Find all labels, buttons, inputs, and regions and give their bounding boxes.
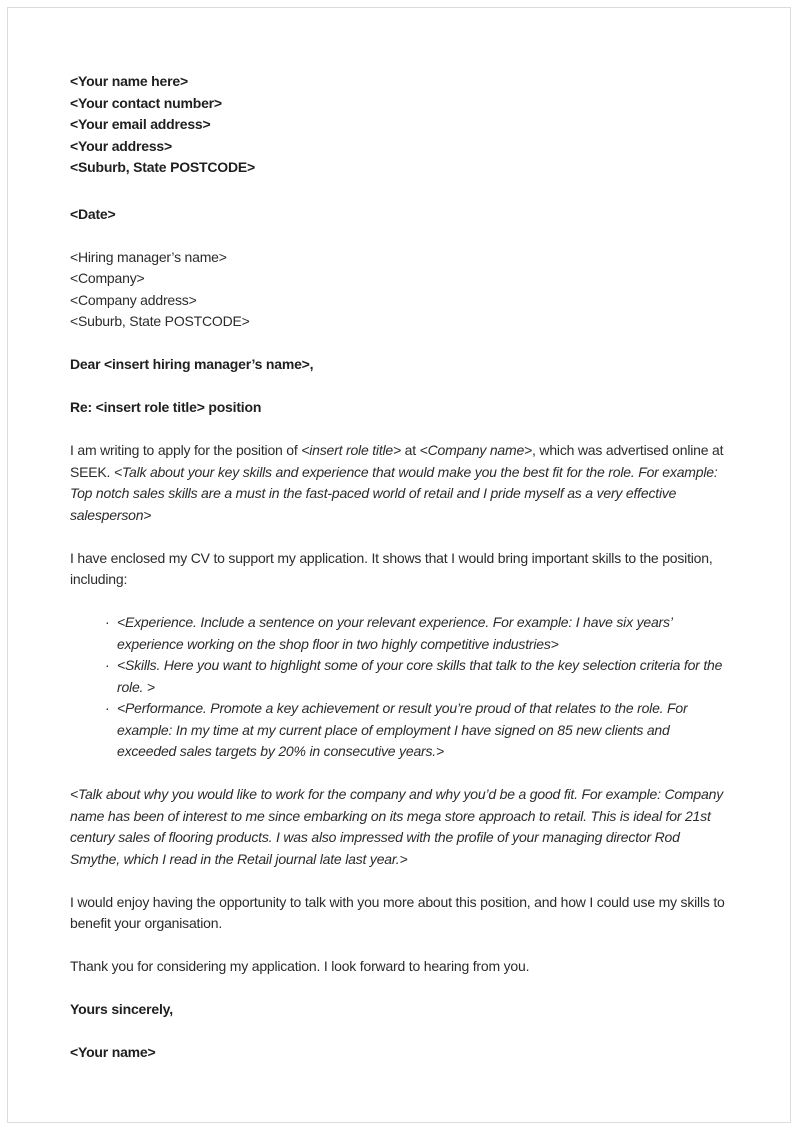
sender-name-line: <Your name here> — [70, 73, 188, 89]
bullet-dot-icon: · — [105, 700, 110, 716]
recipient-address-line: <Company address> — [70, 291, 197, 308]
bullet-dot-icon: · — [105, 614, 110, 630]
recipient-suburb-line: <Suburb, State POSTCODE> — [70, 313, 250, 329]
thanks-paragraph: Thank you for considering my application. I look forward to hearing from you. — [70, 958, 530, 974]
sender-contact-line: <Your contact number> — [70, 94, 222, 111]
sender-address-line: <Your address> — [70, 137, 172, 154]
bullet-performance-text: <Performance. Promote a key achievement or result you’re proud of that relates to the role. For example: In my time at my current place of employment I have signed on 85 new clients and exceeded sales targets by 20% in consecutive years.> — [117, 700, 688, 759]
cv-paragraph: I have enclosed my CV to support my application. It shows that I would bring important skills to the position, including: — [70, 549, 713, 587]
company-fit-paragraph: <Talk about why you would like to work for the company and why you’d be a good fit. For example: Company name has been of interest to me since embarking on its mega store approach to retail. This is ideal for 21st century sales of flooring products. I was also impressed with the profile of your managing director Rod Smythe, which I read in the Retail journal late last year.> — [70, 786, 723, 867]
subject-line: Re: <insert role title> position — [70, 399, 262, 415]
sender-block — [70, 71, 730, 179]
bullet-experience — [105, 612, 730, 655]
opportunity-paragraph: I would enjoy having the opportunity to talk with you more about this position, and how I could use my skills to benefit your organisation. — [70, 893, 725, 931]
letter-content — [8, 8, 790, 1115]
letter-page — [7, 7, 791, 1123]
date-line: <Date> — [70, 205, 116, 222]
bullet-skills — [105, 655, 730, 698]
skills-bullet-list — [70, 612, 730, 763]
salutation: Dear <insert hiring manager’s name>, — [70, 356, 314, 372]
recipient-manager-line: <Hiring manager’s name> — [70, 248, 227, 265]
bullet-performance — [105, 698, 730, 763]
signature: <Your name> — [70, 1044, 156, 1060]
closing: Yours sincerely, — [70, 1001, 173, 1017]
sender-email-line: <Your email address> — [70, 116, 211, 132]
intro-paragraph: I am writing to apply for the position of <insert role title> at <Company name>, which was advertised online at SEEK. <Talk about your key skills and experience that would make you the best fit for the role. For example: Top notch sales skills are a must in the fast-paced world of retail and I pride myself as a very effective salesperson> — [70, 442, 724, 523]
bullet-dot-icon: · — [105, 657, 110, 673]
bullet-experience-text: <Experience. Include a sentence on your relevant experience. For example: I have six years’ experience working on the shop floor in two highly competitive industries> — [117, 614, 672, 652]
bullet-skills-text: <Skills. Here you want to highlight some of your core skills that talk to the key selection criteria for the role. > — [117, 657, 723, 695]
recipient-company-line: <Company> — [70, 270, 145, 286]
recipient-block — [70, 247, 730, 333]
sender-suburb-line: <Suburb, State POSTCODE> — [70, 159, 256, 175]
